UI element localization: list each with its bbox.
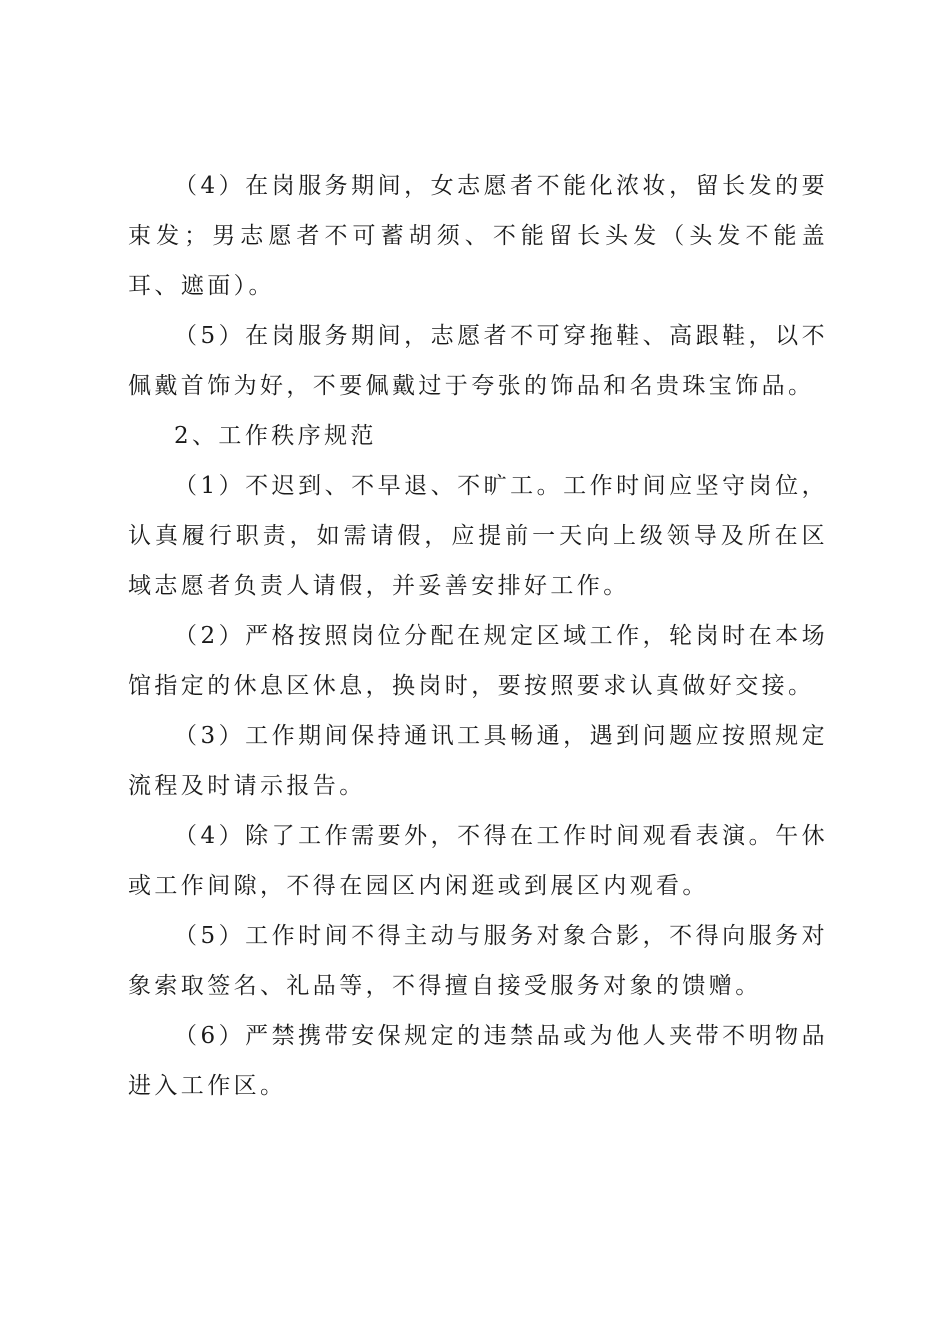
paragraph-item-3-communication: （3）工作期间保持通讯工具畅通，遇到问题应按照规定流程及时请示报告。 <box>128 723 828 799</box>
paragraph-item-4-performances: （4）除了工作需要外，不得在工作时间观看表演。午休或工作间隙，不得在园区内闲逛或到展区内观看。 <box>128 823 828 899</box>
paragraph-item-6-prohibited-items: （6）严禁携带安保规定的违禁品或为他人夹带不明物品进入工作区。 <box>128 1023 828 1099</box>
paragraph-item-5-footwear: （5）在岗服务期间，志愿者不可穿拖鞋、高跟鞋，以不佩戴首饰为好，不要佩戴过于夸张的饰品和名贵珠宝饰品。 <box>128 323 828 399</box>
paragraph-item-2-post-assignment: （2）严格按照岗位分配在规定区域工作，轮岗时在本场馆指定的休息区休息，换岗时，要按照要求认真做好交接。 <box>128 623 828 699</box>
paragraph-item-5-photos-gifts: （5）工作时间不得主动与服务对象合影，不得向服务对象索取签名、礼品等，不得擅自接受服务对象的馈赠。 <box>128 923 828 999</box>
section-heading-work-order: 2、工作秩序规范 <box>174 423 377 449</box>
document-body <box>128 161 828 1111</box>
paragraph-item-4-appearance: （4）在岗服务期间，女志愿者不能化浓妆，留长发的要束发；男志愿者不可蓄胡须、不能留长头发（头发不能盖耳、遮面）。 <box>128 173 828 299</box>
paragraph-item-1-attendance: （1）不迟到、不早退、不旷工。工作时间应坚守岗位，认真履行职责，如需请假，应提前一天向上级领导及所在区域志愿者负责人请假，并妥善安排好工作。 <box>128 473 828 599</box>
